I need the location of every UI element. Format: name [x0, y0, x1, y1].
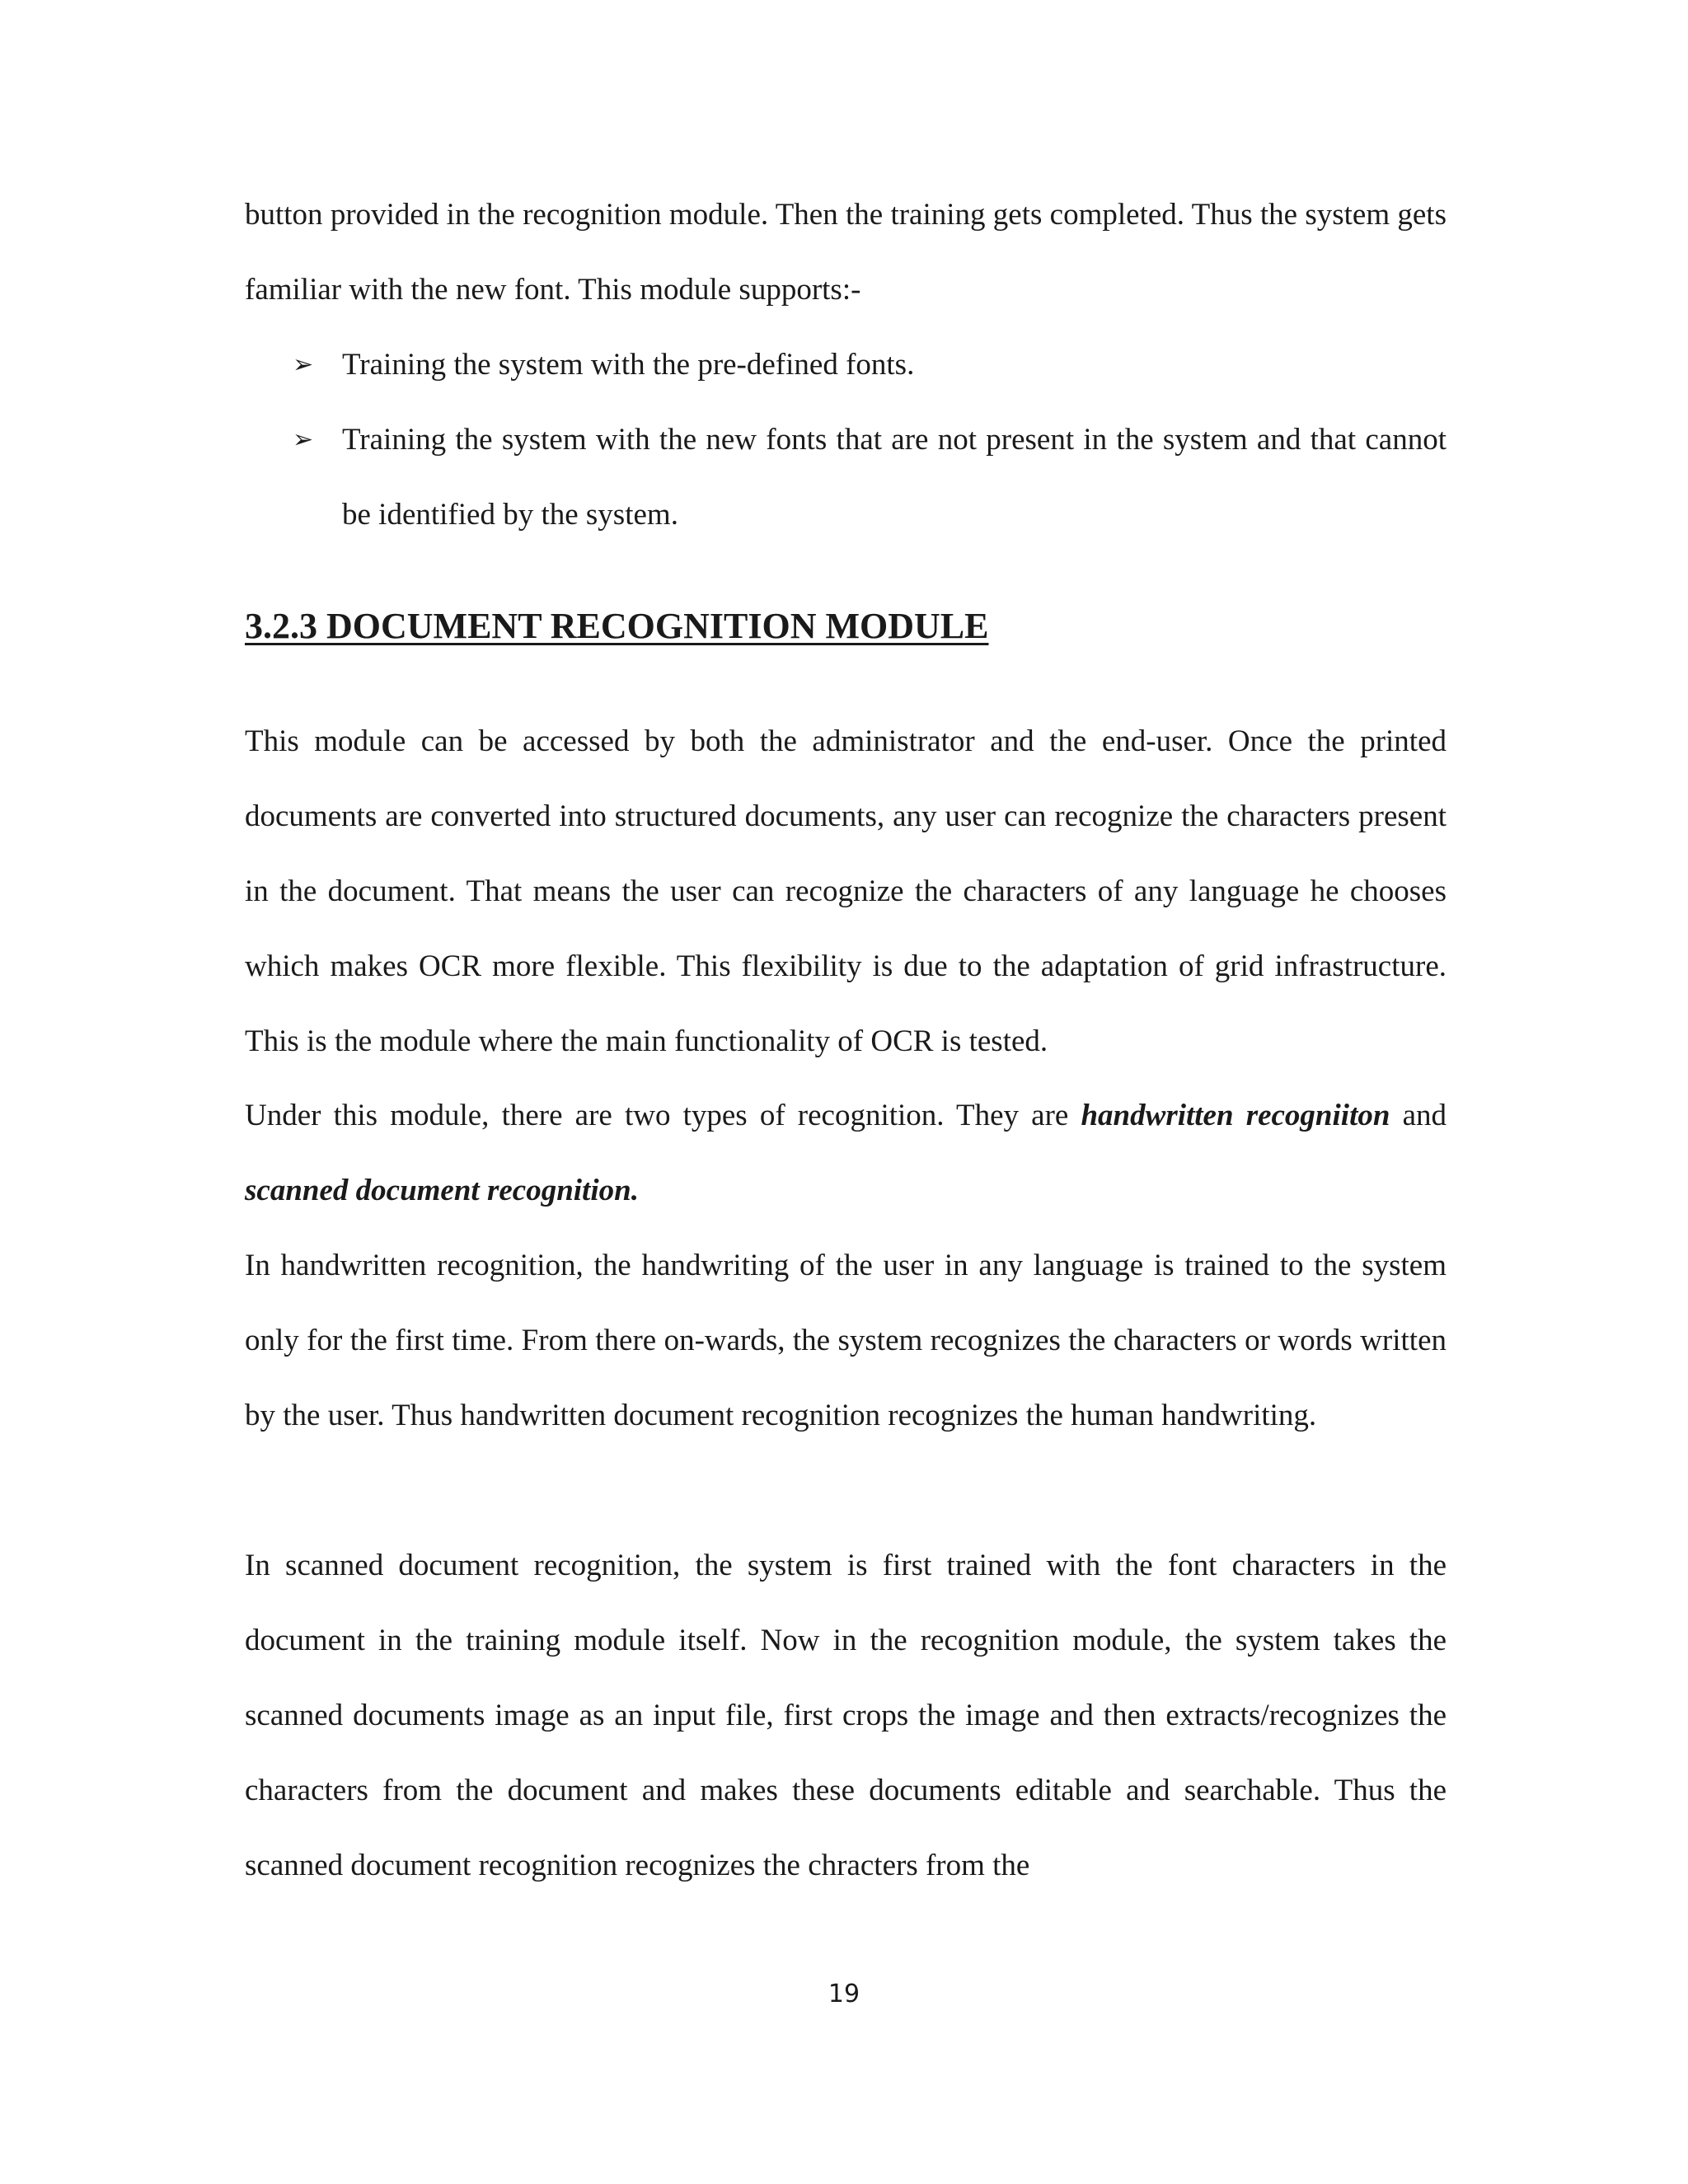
- list-item-text: Training the system with the pre-defined fonts.: [342, 348, 915, 382]
- module-description-paragraph: This module can be accessed by both the administrator and the end-user. Once the printed documents are converted into structured documents, any user can recognize the characters present in the document. That means the user can recognize the characters of any language he chooses which makes OCR more flexible. This flexibility is due to the adaptation of grid infrastructure. This is the module where the main functionality of OCR is tested.: [245, 724, 1447, 1058]
- scanned-recognition-term: scanned document recognition.: [245, 1174, 639, 1207]
- intro-paragraph: button provided in the recognition module. Then the training gets completed. Thus the system gets familiar with the new font. This module supports:-: [245, 198, 1447, 307]
- scanned-recognition-paragraph: In scanned document recognition, the system is first trained with the font characters in the document in the training module itself. Now in the recognition module, the system takes the scanned documents image as an input file, first crops the image and then extracts/recognizes the characters from the document and makes these documents editable and searchable. Thus the scanned document recognition recognizes the chracters from the: [245, 1549, 1447, 1882]
- arrowhead-bullet-icon: ➢: [293, 425, 314, 454]
- list-item-text: Training the system with the new fonts that are not present in the system and that cannot be identified by the system.: [342, 423, 1447, 532]
- supported-features-list: [245, 327, 1447, 552]
- types-connector-text: and: [1390, 1099, 1447, 1132]
- handwritten-recognition-term: handwritten recogniiton: [1081, 1099, 1390, 1132]
- types-lead-text: Under this module, there are two types of recognition. They are: [245, 1099, 1081, 1132]
- handwritten-recognition-paragraph: In handwritten recognition, the handwriting of the user in any language is trained to the system only for the first time. From there on-wards, the system recognizes the characters or words written by the user. Thus handwritten document recognition recognizes the human handwriting.: [245, 1249, 1447, 1432]
- section-heading: 3.2.3 DOCUMENT RECOGNITION MODULE: [245, 606, 989, 646]
- page-number: 19: [828, 1980, 860, 2008]
- recognition-types-paragraph: [245, 1078, 1447, 1228]
- list-item: [245, 402, 1447, 552]
- list-item: [245, 327, 1447, 402]
- arrowhead-bullet-icon: ➢: [293, 350, 314, 379]
